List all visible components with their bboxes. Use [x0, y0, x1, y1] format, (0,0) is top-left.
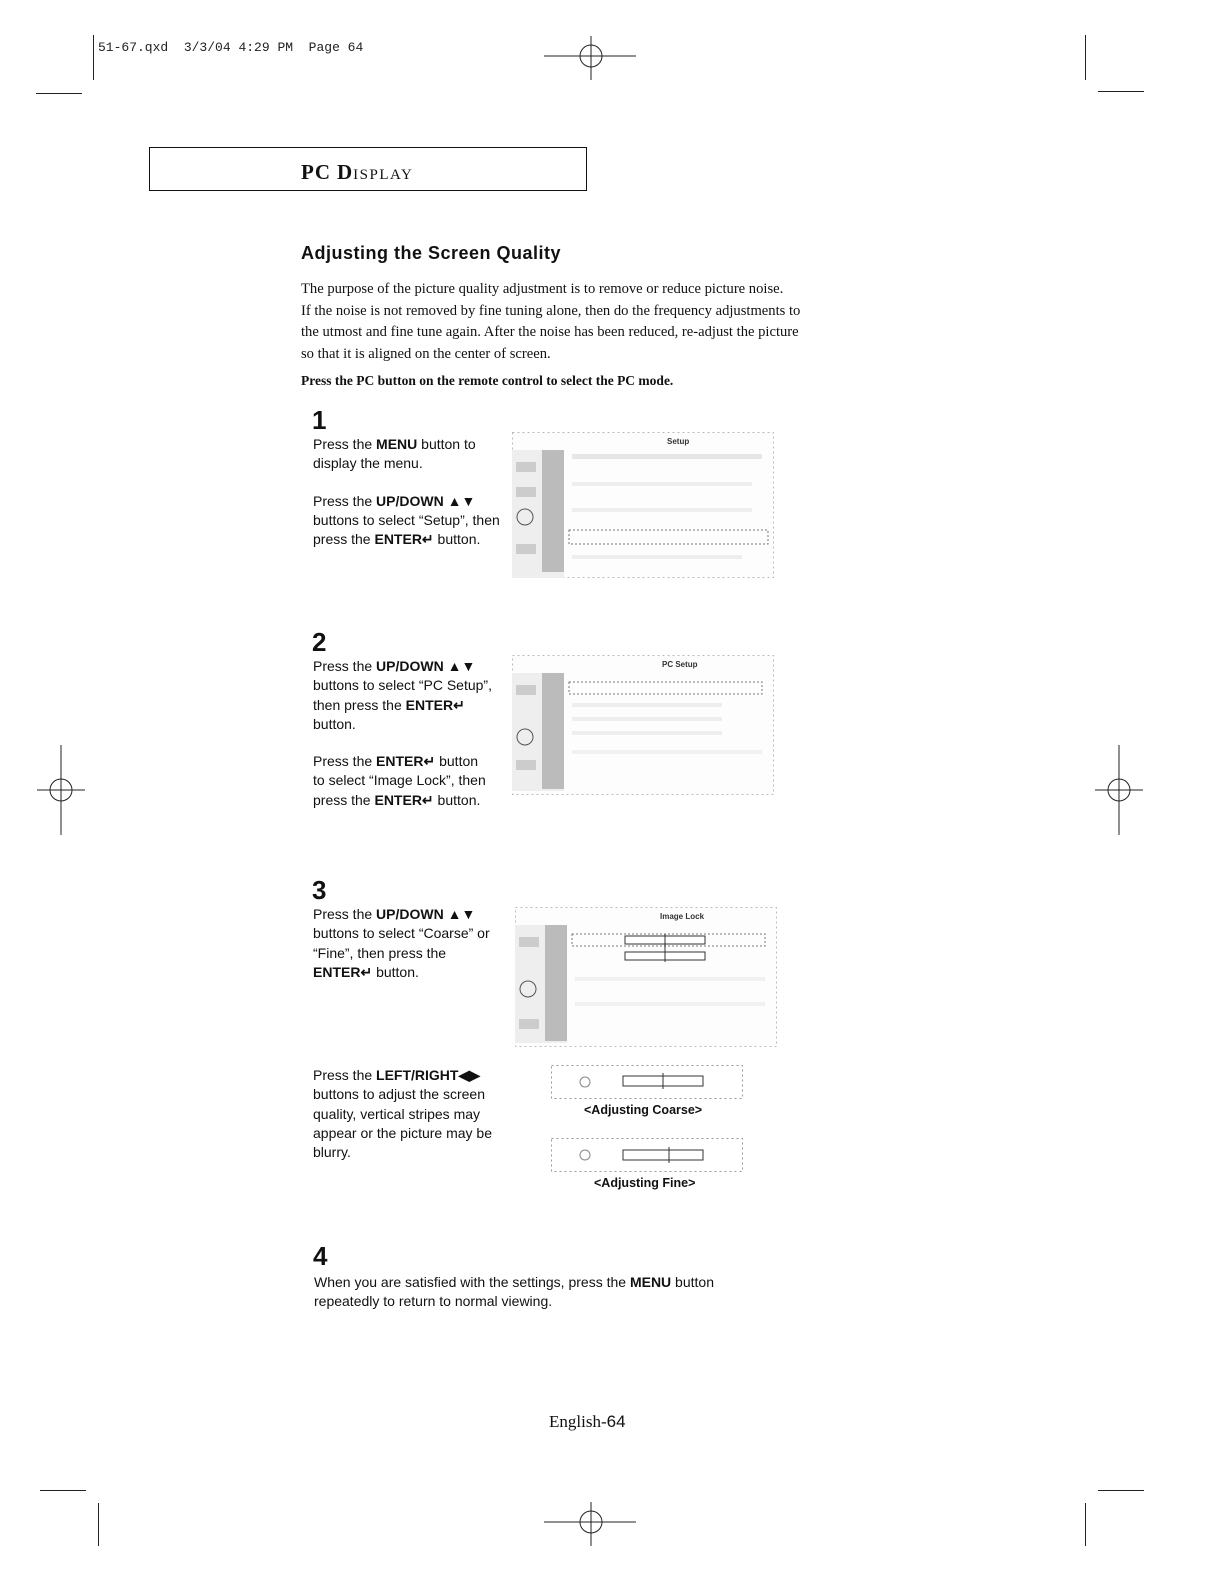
- step-2-para-b: [313, 752, 493, 810]
- step-3-para-a: [313, 905, 493, 982]
- text: button.: [372, 963, 419, 980]
- step-2-number: 2: [312, 627, 327, 657]
- registration-mark-left: [35, 743, 87, 837]
- fine-adjust-bar: [551, 1138, 743, 1172]
- step-3-menu-screenshot: [515, 907, 777, 1047]
- text: buttons to adjust the screen quality, vertical stripes may appear or the picture may be blurry.: [313, 1086, 492, 1161]
- step-4-text: [314, 1273, 734, 1330]
- footer-page-number: 64: [606, 1412, 626, 1431]
- step-1-number: 1: [312, 405, 327, 435]
- step-2-menu-screenshot: [512, 655, 774, 795]
- page-title: Adjusting the Screen Quality: [301, 243, 562, 263]
- text: buttons to select “PC Setup”, then press the: [313, 677, 492, 713]
- crop-mark-bottom-right-v: [1085, 1503, 1086, 1546]
- text: Press the: [313, 658, 377, 674]
- text: buttons to select “Setup”, then press the: [313, 511, 500, 548]
- text: Press the: [313, 906, 377, 922]
- text: button repeatedly to return to normal viewing.: [314, 1274, 714, 1310]
- enter-key: ENTER↵: [374, 791, 434, 808]
- coarse-adjust-bar: [551, 1065, 743, 1099]
- text: Press the: [313, 492, 377, 509]
- step-2-para-a: [313, 657, 493, 734]
- intro-line: If the noise is not removed by fine tuning alone, then do the frequency adjustments to: [301, 302, 801, 319]
- crop-mark-top-right-h: [1098, 91, 1144, 92]
- screen-title: Setup: [667, 437, 690, 446]
- enter-key: ENTER↵: [376, 753, 436, 770]
- step-3-para-b: [313, 1066, 513, 1162]
- text: Press the: [313, 753, 377, 770]
- menu-screen-graphic: [512, 432, 774, 578]
- step-1-menu-screenshot: [512, 432, 774, 578]
- enter-key: ENTER↵: [313, 963, 373, 980]
- text: button.: [313, 715, 356, 732]
- section-header-title: [301, 160, 413, 185]
- crop-mark-top-left-v: [93, 35, 94, 80]
- text: buttons to select “Coarse” or “Fine”, then press the: [313, 925, 490, 961]
- registration-mark-right: [1093, 743, 1145, 837]
- menu-key: MENU: [629, 1274, 672, 1290]
- header-rest: ISPLAY: [353, 167, 414, 183]
- menu-screen-graphic: [512, 655, 774, 795]
- step-3-text-a: [313, 905, 493, 1000]
- step-3-text-b: [313, 1066, 513, 1180]
- text: When you are satisfied with the settings, press the: [314, 1274, 630, 1290]
- caption-adjusting-fine: <Adjusting Fine>: [594, 1176, 696, 1190]
- registration-mark-top: [540, 34, 640, 84]
- slug-time: 4:29 PM: [238, 40, 294, 55]
- intro-paragraph: [301, 279, 921, 365]
- intro-line: The purpose of the picture quality adjustment is to remove or reduce picture noise.: [301, 281, 784, 297]
- menu-screen-graphic: [515, 907, 777, 1047]
- screen-title: PC Setup: [662, 660, 698, 669]
- slug-date: 3/3/04: [183, 40, 231, 55]
- menu-key: MENU: [376, 436, 418, 452]
- step-1-text: [313, 435, 513, 567]
- text: button.: [433, 791, 481, 808]
- intro-line: so that it is aligned on the center of screen.: [301, 345, 551, 362]
- step-3-number: 3: [312, 875, 327, 905]
- registration-mark-bottom: [540, 1500, 640, 1550]
- caption-adjusting-coarse: <Adjusting Coarse>: [584, 1103, 703, 1117]
- crop-mark-bottom-left-h: [40, 1490, 86, 1491]
- step-2-text: [313, 657, 493, 828]
- page-footer: [549, 1412, 626, 1432]
- text: button to select “Image Lock”, then press the: [313, 753, 486, 808]
- updown-key: UP/DOWN ▲▼: [376, 492, 476, 509]
- text: button to display the menu.: [313, 436, 476, 472]
- header-d: D: [337, 160, 354, 184]
- step-4-para: [314, 1273, 734, 1312]
- header-pc: PC: [301, 160, 331, 184]
- slug-page: Page 64: [308, 40, 364, 55]
- text: Press the: [313, 1067, 377, 1083]
- text: Press the: [313, 436, 377, 452]
- crop-mark-bottom-left-v: [98, 1503, 99, 1546]
- enter-key: ENTER↵: [405, 696, 465, 713]
- print-slug: [98, 40, 363, 55]
- crop-mark-bottom-right-h: [1098, 1490, 1144, 1491]
- screen-title: Image Lock: [660, 912, 705, 921]
- step-1-para-a: [313, 435, 513, 474]
- step-1-para-b: [313, 492, 513, 550]
- crop-mark-top-right-v: [1085, 35, 1086, 80]
- leftright-key: LEFT/RIGHT◀▶: [376, 1067, 480, 1083]
- press-pc-note: Press the PC button on the remote control to select the PC mode.: [301, 373, 674, 388]
- text: button.: [433, 531, 481, 548]
- updown-key: UP/DOWN ▲▼: [376, 658, 476, 674]
- intro-line: the utmost and fine tune again. After the noise has been reduced, re-adjust the picture: [301, 324, 799, 341]
- step-4-number: 4: [313, 1241, 328, 1271]
- footer-lang: English-: [549, 1412, 607, 1431]
- slug-file: 51-67.qxd: [98, 40, 169, 55]
- updown-key: UP/DOWN ▲▼: [376, 906, 476, 922]
- crop-mark-top-left-h: [36, 93, 82, 94]
- enter-key: ENTER↵: [374, 531, 434, 548]
